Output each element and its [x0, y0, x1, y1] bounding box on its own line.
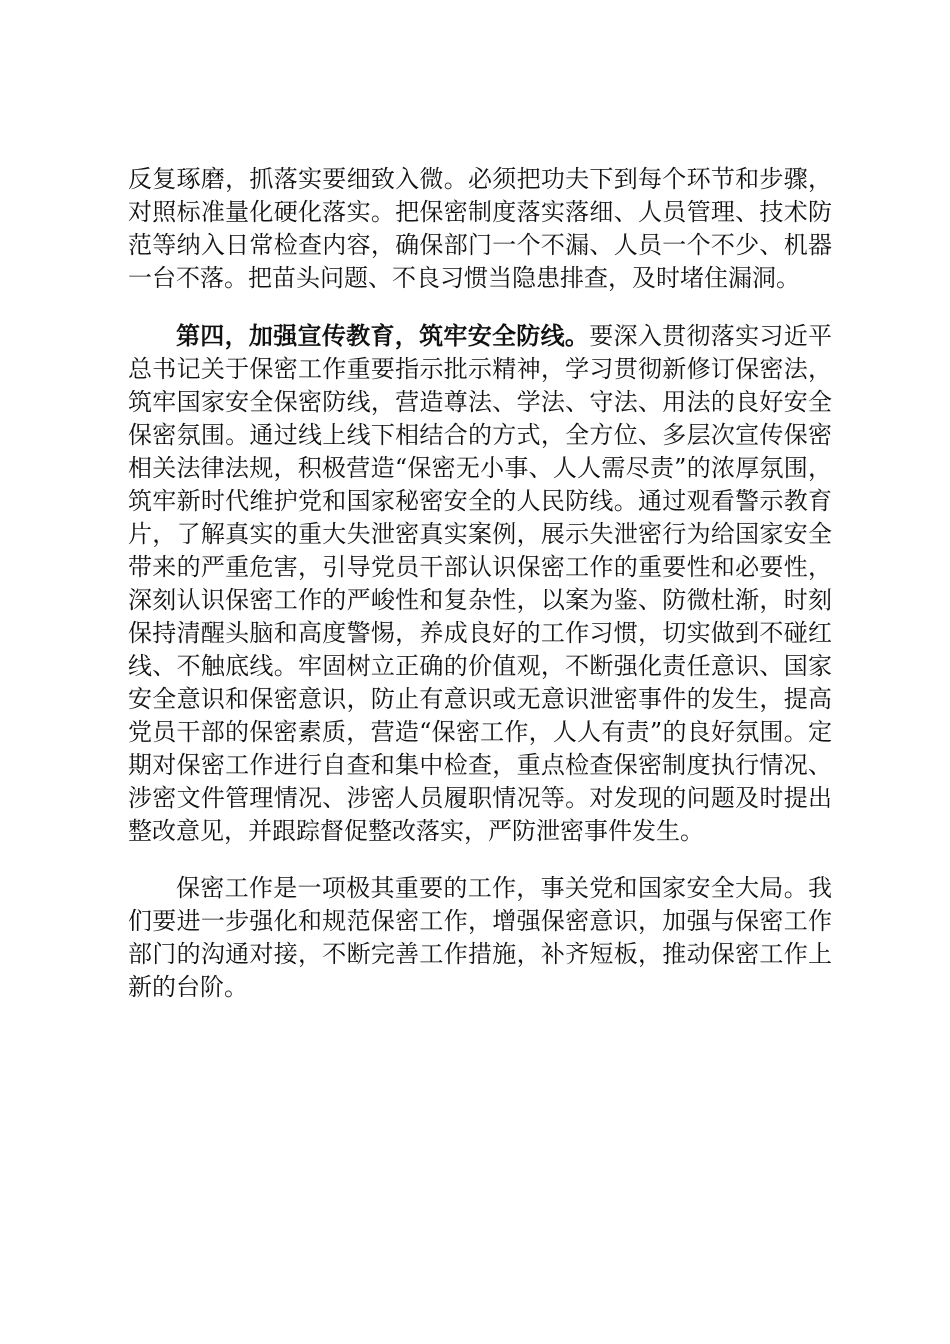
document-page [128, 163, 832, 1028]
paragraph-text: 要深入贯彻落实习近平总书记关于保密工作重要指示批示精神，学习贯彻新修订保密法，筑牢国家安全保密防线，营造尊法、学法、守法、用法的良好安全保密氛围。通过线上线下相结合的方式，全方位、多层次宣传保密相关法律法规，积极营造“保密无小事、人人需尽责”的浓厚氛围，筑牢新时代维护党和国家秘密安全的人民防线。通过观看警示教育片，了解真实的重大失泄密真实案例，展示失泄密行为给国家安全带来的严重危害，引导党员干部认识保密工作的重要性和必要性，深刻认识保密工作的严峻性和复杂性，以案为鉴、防微杜渐，时刻保持清醒头脑和高度警惕，养成良好的工作习惯，切实做到不碰红线、不触底线。牢固树立正确的价值观，不断强化责任意识、国家安全意识和保密意识，防止有意识或无意识泄密事件的发生，提高党员干部的保密素质，营造“保密工作，人人有责”的良好氛围。定期对保密工作进行自查和集中检查，重点检查保密制度执行情况、涉密文件管理情况、涉密人员履职情况等。对发现的问题及时提出整改意见，并跟踪督促整改落实，严防泄密事件发生。 [128, 322, 833, 845]
paragraph-text: 保密工作是一项极其重要的工作，事关党和国家安全大局。我们要进一步强化和规范保密工作，增强保密意识，加强与保密工作部门的沟通对接，不断完善工作措施，补齐短板，推动保密工作上新的台阶。 [128, 874, 832, 1001]
paragraph-text: 反复琢磨，抓落实要细致入微。必须把功夫下到每个环节和步骤，对照标准量化硬化落实。把保密制度落实落细、人员管理、技术防范等纳入日常检查内容，确保部门一个不漏、人员一个不少、机器一台不落。把苗头问题、不良习惯当隐患排查，及时堵住漏洞。 [128, 165, 832, 292]
paragraph-continuation [128, 163, 832, 295]
section-heading: 第四，加强宣传教育，筑牢安全防线。 [176, 321, 590, 350]
paragraph-section-four [128, 319, 832, 848]
paragraph-conclusion [128, 872, 832, 1004]
